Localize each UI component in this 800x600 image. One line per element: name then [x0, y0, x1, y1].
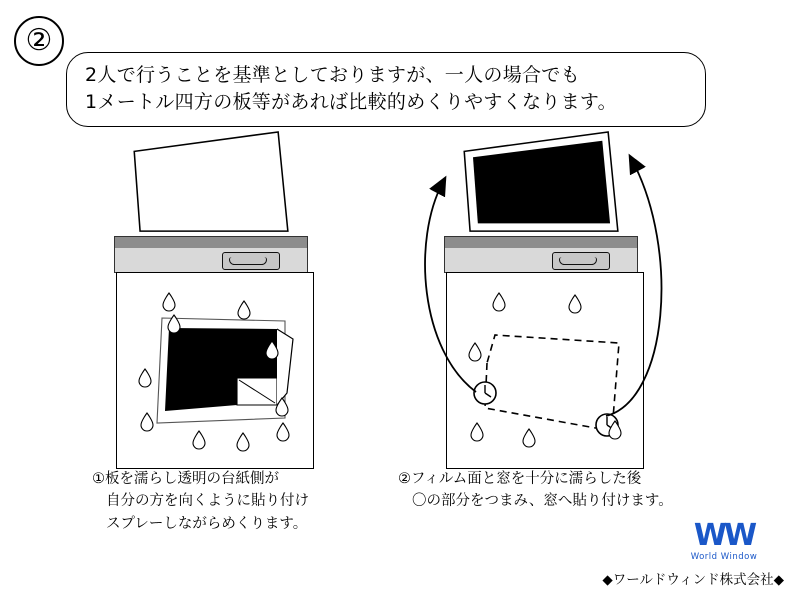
door-handle-icon — [222, 252, 280, 270]
panel-right — [440, 130, 655, 470]
logo-subtitle: World Window — [690, 552, 758, 562]
step-number-badge: ② — [14, 16, 64, 66]
panel-left-caption-line-1: ①板を濡らし透明の台紙側が — [92, 471, 279, 487]
logo-mark: WW — [693, 518, 755, 553]
window-glass-filmed-icon — [460, 130, 625, 235]
door-handle-icon — [552, 252, 610, 270]
brand-logo — [664, 518, 784, 562]
panel-right-caption-line-2: 〇の部分をつまみ、窓へ貼り付けます。 — [412, 493, 673, 510]
panel-left — [110, 130, 325, 470]
window-glass-empty-icon — [130, 130, 295, 235]
panel-left-caption — [92, 468, 422, 535]
company-name: ◆ワールドウィンド株式会社◆ — [602, 572, 784, 588]
panel-right-caption-line-1: ②フィルム面と窓を十分に濡らした後 — [398, 471, 642, 487]
work-surface-left — [116, 272, 314, 469]
car-door-left — [110, 130, 310, 265]
film-outline-right — [447, 273, 643, 468]
film-on-board-left — [117, 273, 313, 468]
panel-left-caption-line-3: スプレーしながらめくります。 — [106, 515, 308, 532]
work-surface-right — [446, 272, 644, 469]
instruction-line-1: 2人で行うことを基準としておりますが、一人の場合でも — [85, 64, 580, 86]
panel-right-caption — [398, 468, 728, 513]
car-door-right — [440, 130, 640, 265]
panel-left-caption-line-2: 自分の方を向くように貼り付け — [106, 493, 309, 510]
instruction-line-2: 1メートル四方の板等があれば比較的めくりやすくなります。 — [85, 90, 617, 113]
instruction-callout — [66, 52, 706, 127]
